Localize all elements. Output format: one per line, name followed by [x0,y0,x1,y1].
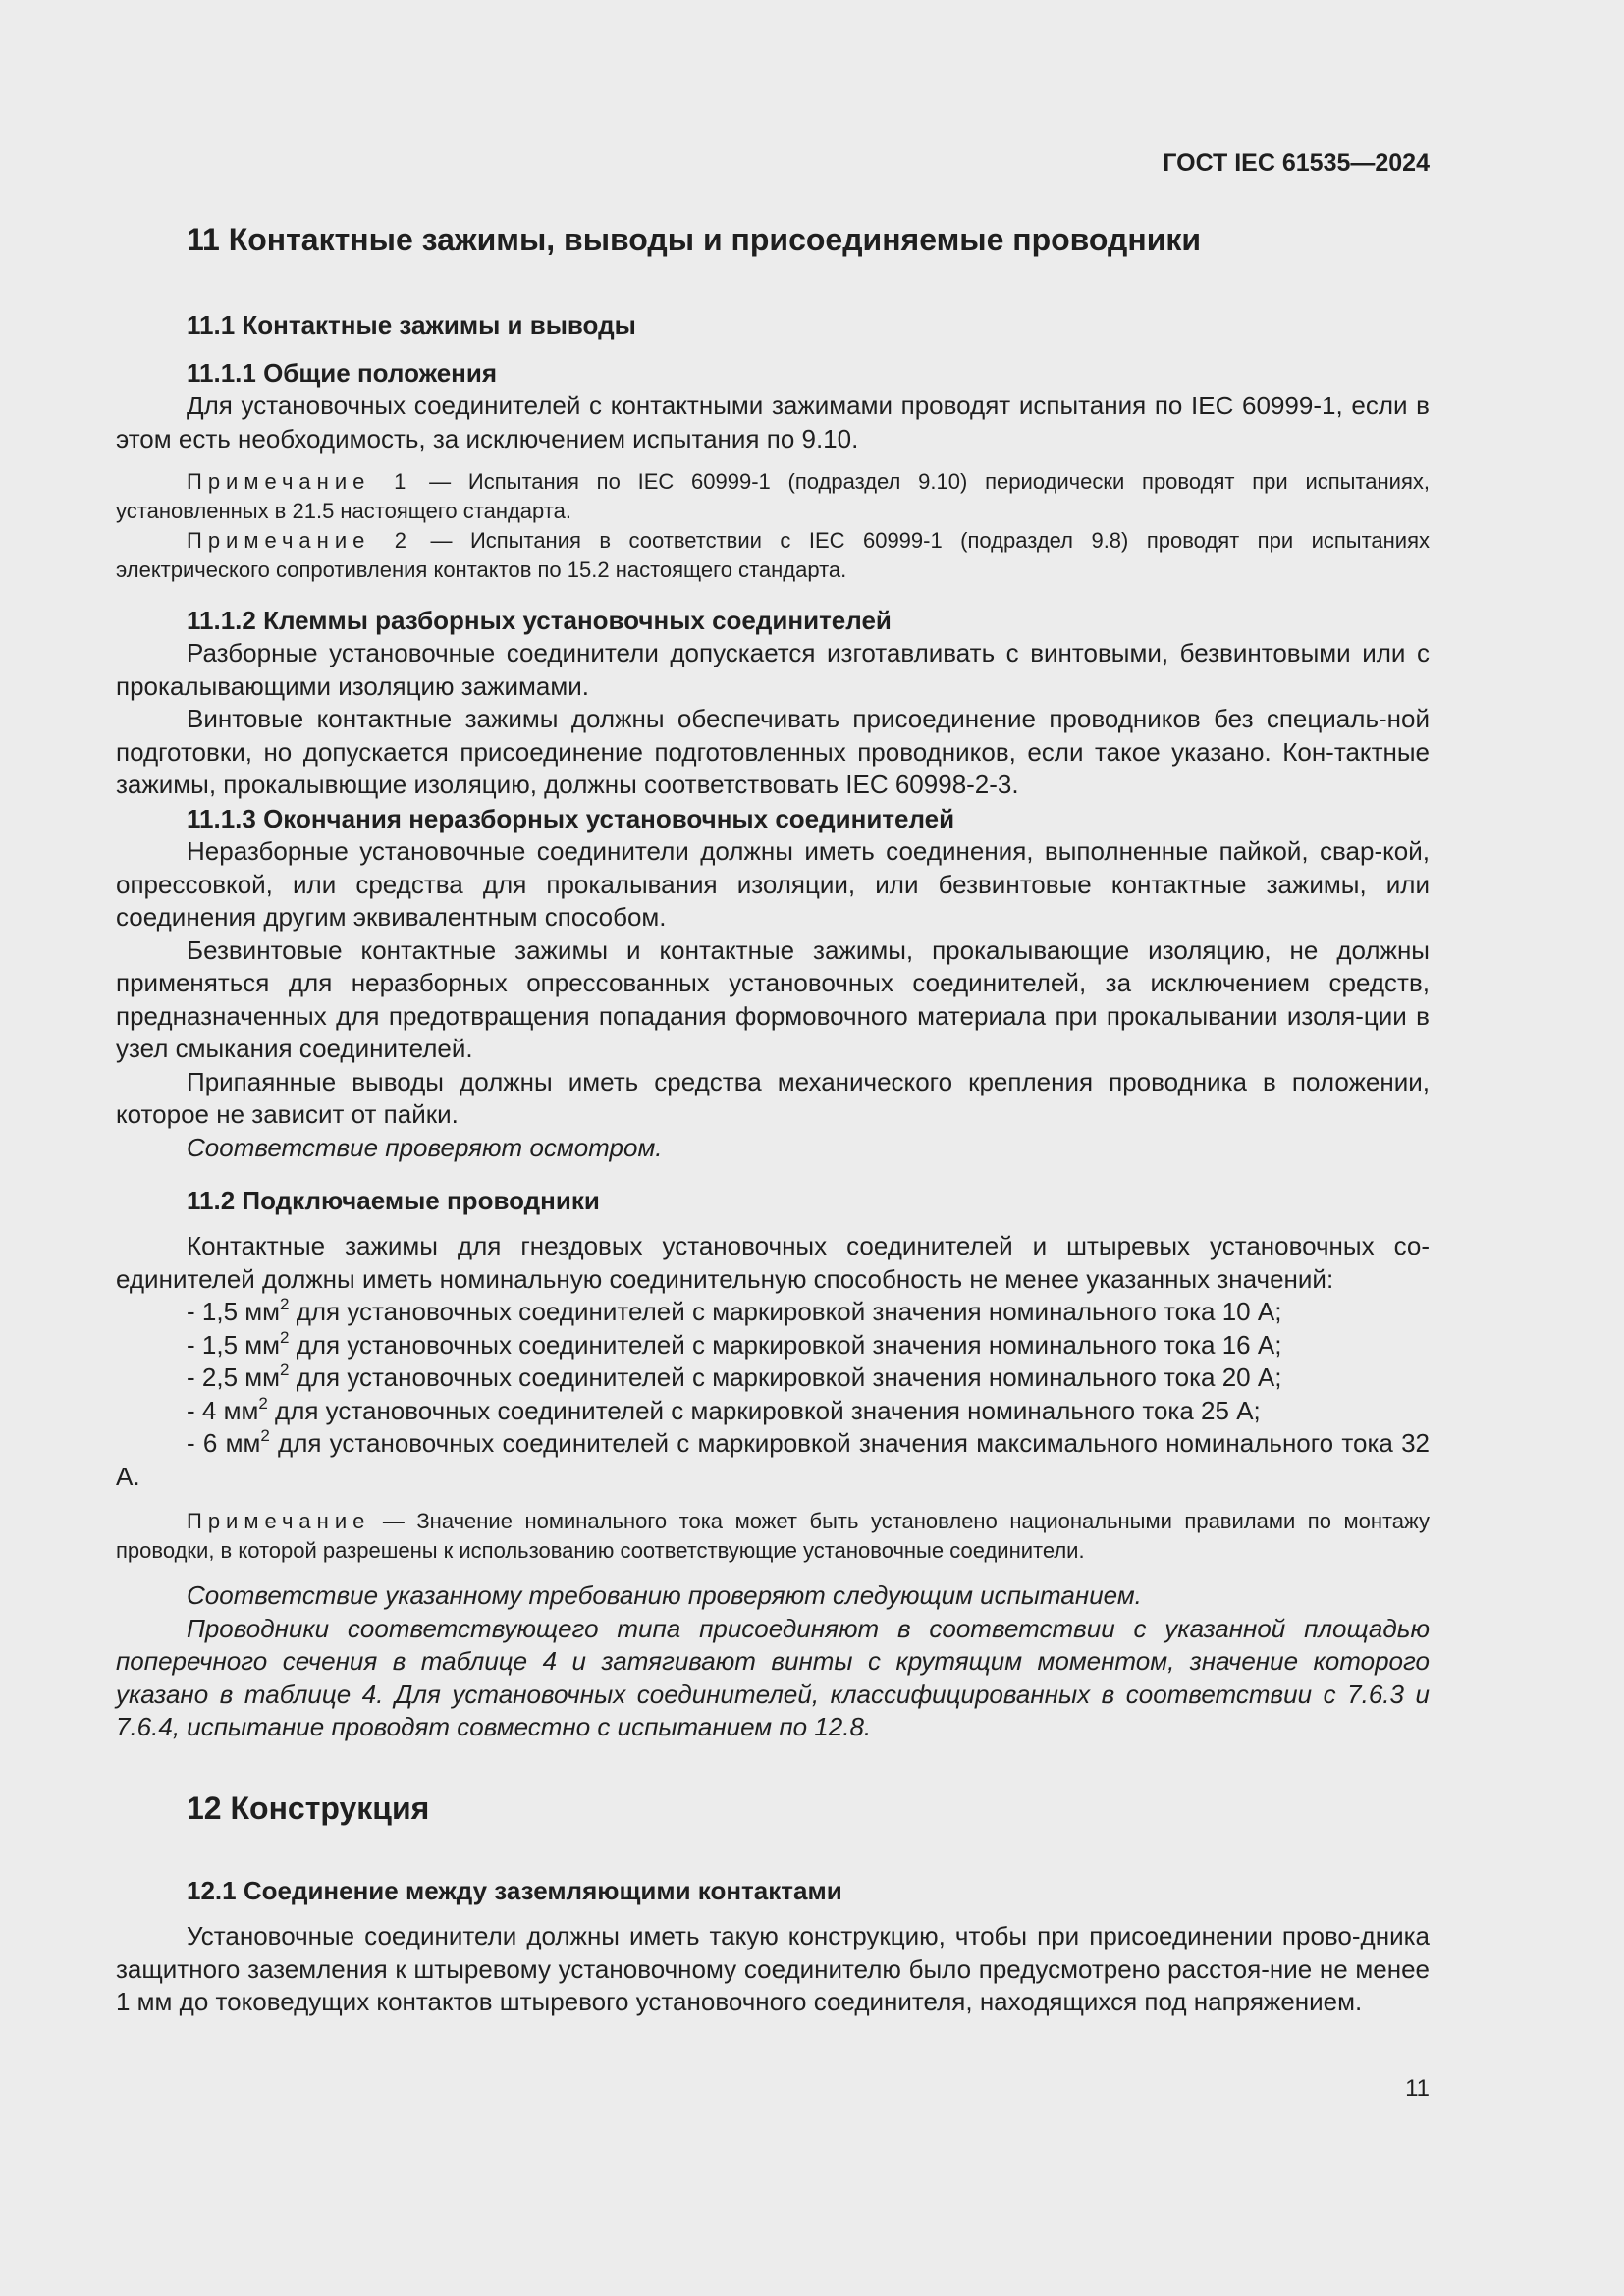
paragraph: Безвинтовые контактные зажимы и контактные зажимы, прокалывающие изоляцию, не должны применяться для неразборных опрессованных установочных соединителей, за исключением средств, предназначенных для предотвращения попадания формовочного материала при прокалывании изоля-ции в узел смыкания соединителей. [116,934,1430,1063]
note-text: — Испытания по IEC 60999-1 (подраздел 9.10) периодически проводят при испытаниях, установленных в 21.5 настоящего стандарта. [116,469,1430,523]
page-number: 11 [1405,2075,1430,2102]
paragraph: Установочные соединители должны иметь такую конструкцию, чтобы при присоединении прово-дника защитного заземления к штыревому установочному соединителю было предусмотрено расстоя-ние не менее 1 мм до токоведущих контактов штыревого установочного соединителя, находящихся под напряжением. [116,1921,1430,2016]
note-2 [116,526,1430,585]
paragraph: Для установочных соединителей с контактными зажимами проводят испытания по IEC 60999-1, если в этом есть необходимость, за исключением испытания по 9.10. [116,391,1430,454]
section-11-1-3-title: 11.1.3 Окончания неразборных установочных соединителей [187,804,955,833]
note-text: — Испытания в соответствии с IEC 60999-1 (подраздел 9.8) проводят при испытаниях электрического сопротивления контактов по 15.2 настоящего стандарта. [116,528,1430,582]
test-procedure: Проводники соответствующего типа присоединяют в соответствии с указанной площадью поперечного сечения в таблице 4 и затягивают винты с крутящим моментом, значение которого указано в таблице 4. Для установочных соединителей, классифицированных в соответствии с 7.6.3 и 7.6.4, испытание проводят совместно с испытанием по 12.8. [116,1613,1430,1741]
section-11-1-1-title: 11.1.1 Общие положения [187,358,498,388]
compliance-note: Соответствие указанному требованию проверяют следующим испытанием. [187,1580,1142,1610]
section-12-1-title: 12.1 Соединение между заземляющими контактами [187,1876,842,1905]
section-11-title: 11 Контактные зажимы, выводы и присоединяемые проводники [187,222,1202,257]
paragraph: Припаянные выводы должны иметь средства механического крепления проводника в положении, которое не зависит от пайки. [116,1066,1430,1129]
paragraph: Неразборные установочные соединители должны иметь соединения, выполненные пайкой, свар-кой, опрессовкой, или средства для прокалывания изоляции, или безвинтовые контактные зажимы, или соединения другим эквивалентным способом. [116,836,1430,932]
list-item: - 6 $мм^2$ для установочных соединителей с маркировкой значения максимального номинального тока 32 А. [116,1426,1430,1491]
paragraph: Винтовые контактные зажимы должны обеспечивать присоединение проводников без специаль-ной подготовки, но допускается присоединение подготовленных проводников, если такое указано. Кон-тактные зажимы, прокалывющие изоляцию, должны соответствовать IEC 60998-2-3. [116,704,1430,799]
section-11-1-2-title: 11.1.2 Клеммы разборных установочных соединителей [187,606,892,635]
section-12-1 [116,1876,1430,2019]
section-11-1-3 [116,803,1430,1164]
document-code: ГОСТ IEC 61535—2024 [1163,149,1430,177]
note-label: Примечание 2 [187,528,413,553]
list-item: - 2,5 $мм^2$ для установочных соединителей с маркировкой значения номинального тока 20 А; [187,1361,1282,1392]
section-12-title: 12 Конструкция [187,1790,430,1826]
compliance-note: Соответствие проверяют осмотром. [187,1132,663,1162]
note-label: Примечание 1 [187,469,412,494]
section-11-2-title: 11.2 Подключаемые проводники [187,1186,600,1215]
list-item: - 1,5 $мм^2$ для установочных соединителей с маркировкой значения номинального тока 10 А; [187,1295,1282,1326]
list-item: - 4 $мм^2$ для установочных соединителей с маркировкой значения номинального тока 25 А; [187,1393,1261,1425]
note-1 [116,467,1430,526]
section-11-1-2 [116,605,1430,802]
note [116,1507,1430,1566]
section-12 [116,1790,1430,1827]
section-11 [116,222,1430,258]
section-11-1 [116,310,1430,341]
note-label: Примечание [187,1509,371,1533]
conductor-list [116,1296,1430,1493]
section-11-1-1 [116,357,1430,585]
list-item: - 1,5 $мм^2$ для установочных соединителей с маркировкой значения номинального тока 16 А; [187,1327,1282,1360]
paragraph: Разборные установочные соединители допускается изготавливать с винтовыми, безвинтовыми или с прокалывающими изоляцию зажимами. [116,638,1430,701]
paragraph: Контактные зажимы для гнездовых установочных соединителей и штыревых установочных со-единителей должны иметь номинальную соединительную способность не менее указанных значений: [116,1231,1430,1294]
section-11-1-title: 11.1 Контактные зажимы и выводы [187,310,636,340]
note-text: — Значение номинального тока может быть установлено национальными правилами по монтажу проводки, в которой разрешены к использованию соответствующие установочные соединители. [116,1509,1430,1563]
section-11-2 [116,1186,1430,1744]
